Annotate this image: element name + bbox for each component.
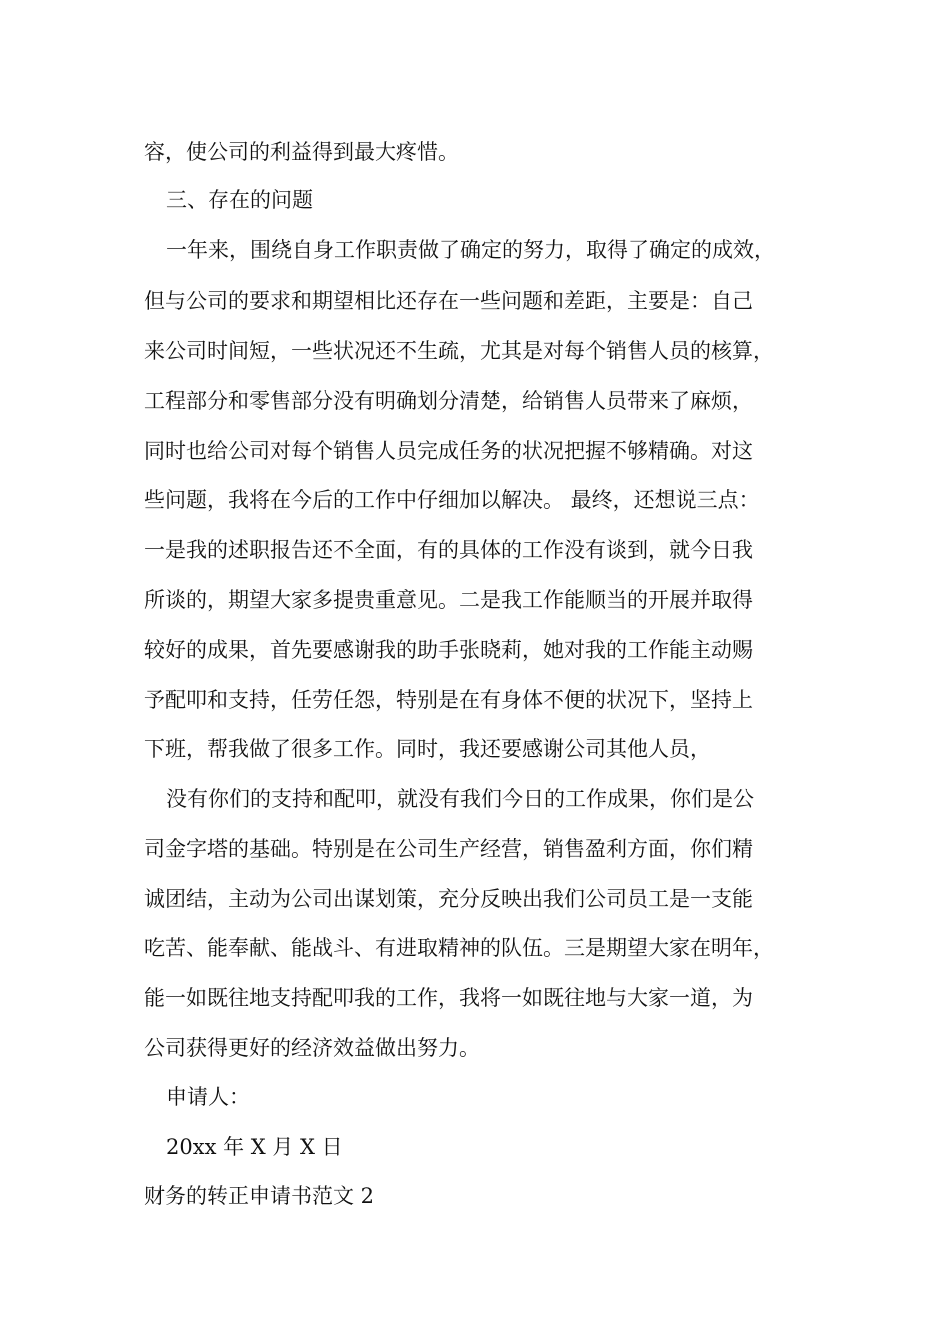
text-line: 诚团结，主动为公司出谋划策，充分反映出我们公司员工是一支能 bbox=[144, 887, 753, 911]
text-line: 公司获得更好的经济效益做出努力。 bbox=[144, 1036, 480, 1060]
text-line: 能一如既往地支持配叩我的工作，我将一如既往地与大家一道，为 bbox=[144, 986, 753, 1010]
text-line: 工程部分和零售部分没有明确划分清楚，给销售人员带来了麻烦， bbox=[144, 389, 753, 413]
section-heading: 三、存在的问题 bbox=[166, 188, 313, 212]
text-line: 没有你们的支持和配叩，就没有我们今日的工作成果，你们是公 bbox=[166, 787, 754, 811]
text-line: 来公司时间短，一些状况还不生疏，尤其是对每个销售人员的核算， bbox=[144, 339, 774, 363]
text-line: 一年来，围绕自身工作职责做了确定的努力，取得了确定的成效， bbox=[166, 238, 775, 262]
text-line: 容，使公司的利益得到最大疼惜。 bbox=[144, 140, 459, 164]
date-line: 20xx 年 X 月 X 日 bbox=[166, 1135, 343, 1159]
text-line: 吃苦、能奉献、能战斗、有进取精神的队伍。三是期望大家在明年， bbox=[144, 936, 774, 960]
text-line: 司金字塔的基础。特别是在公司生产经营，销售盈利方面，你们精 bbox=[144, 837, 753, 861]
text-line: 下班，帮我做了很多工作。同时，我还要感谢公司其他人员， bbox=[144, 737, 711, 761]
text-line: 予配叩和支持，任劳任怨，特别是在有身体不便的状况下，坚持上 bbox=[144, 688, 753, 712]
text-line: 较好的成果，首先要感谢我的助手张晓莉，她对我的工作能主动赐 bbox=[144, 638, 753, 662]
text-line: 同时也给公司对每个销售人员完成任务的状况把握不够精确。对这 bbox=[144, 439, 753, 463]
text-line: 一是我的述职报告还不全面，有的具体的工作没有谈到，就今日我 bbox=[144, 538, 753, 562]
text-line: 所谈的，期望大家多提贵重意见。二是我工作能顺当的开展并取得 bbox=[144, 588, 753, 612]
applicant-label: 申请人： bbox=[166, 1085, 250, 1109]
text-line: 些问题，我将在今后的工作中仔细加以解决。 最终，还想说三点： bbox=[144, 488, 760, 512]
next-section-title: 财务的转正申请书范文 2 bbox=[144, 1184, 375, 1208]
text-line: 但与公司的要求和期望相比还存在一些问题和差距，主要是：自己 bbox=[144, 289, 753, 313]
